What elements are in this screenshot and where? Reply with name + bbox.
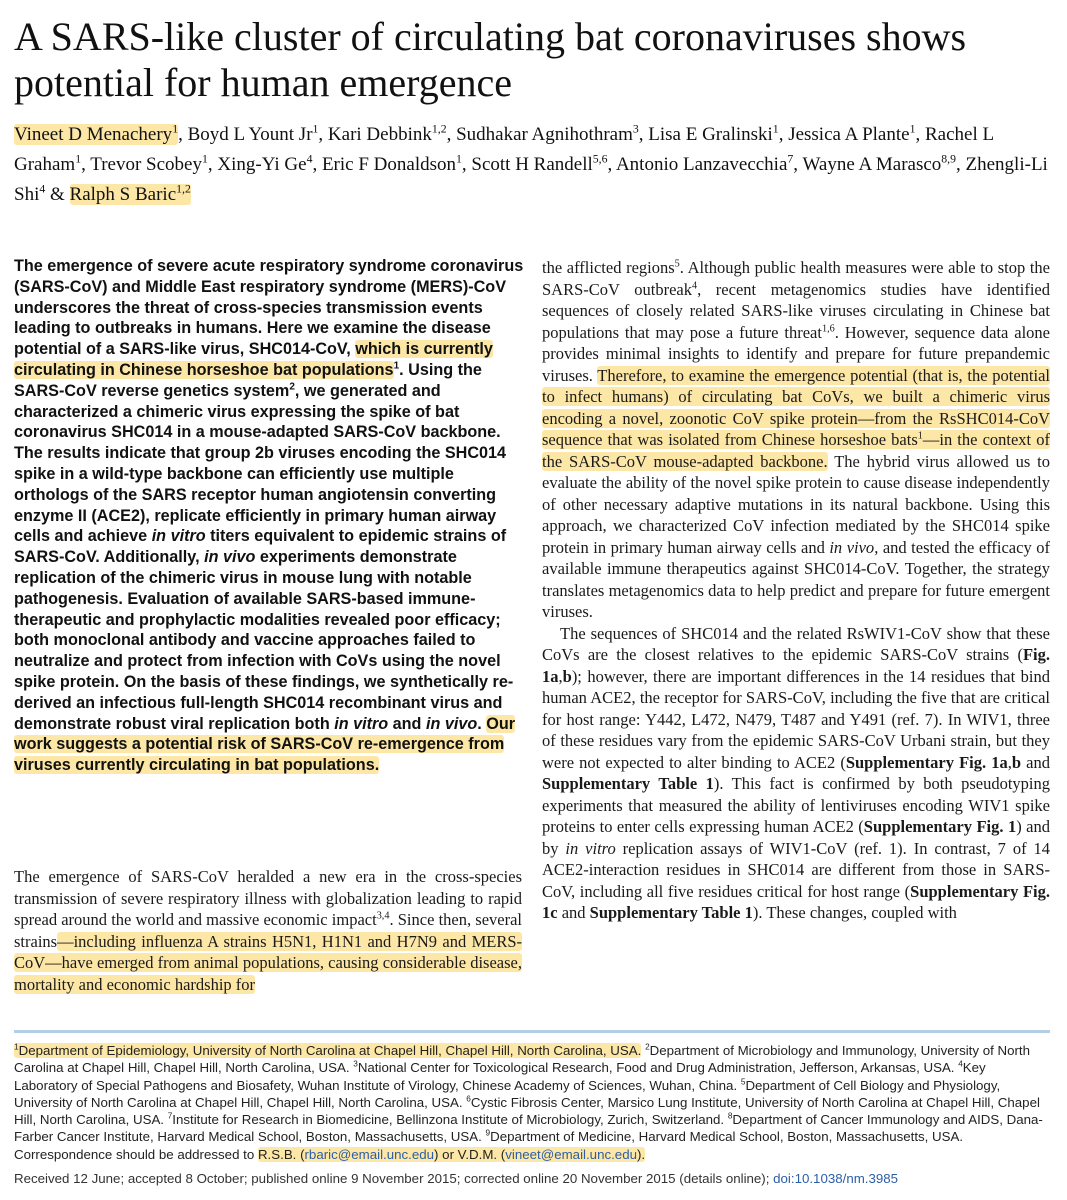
body-paragraph: the afflicted regions$^5$. Although public health measures were able to stop the SARS-CoV outbreak$^4$, recent metagenomics studies have identified sequences of closely related SARS-like viruses circulating in Chinese bat populations that may pose a future threat$^{1,6}$. However, sequence data alone provides minimal insights to identify and prepare for future prepandemic viruses. Therefore, to examine the emergence potential (that is, the potential to infect humans) of circulating bat CoVs, we built a chimeric virus encoding a novel, zoonotic CoV spike protein—from the RsSHC014-CoV sequence that was isolated from Chinese horseshoe bats$^1$—in the context of the SARS-CoV mouse-adapted backbone. The hybrid virus allowed us to evaluate the ability of the novel spike protein to cause disease independently of other necessary adaptive mutations in its natural backbone. Using this approach, we characterized CoV infection mediated by the SHC014 spike protein in primary human airway cells and in vivo, and tested the efficacy of available immune therapeutics against SHC014-CoV. Together, the strategy translates metagenomics data to help predict and prepare for future emergent viruses.: [542, 258, 1050, 621]
intro-paragraph: The emergence of SARS-CoV heralded a new era in the cross-species transmission of severe respiratory illness with globalization leading to rapid spread around the world and massive economic impact$^{3,4}$. Since then, several strains—including influenza A strains H5N1, H1N1 and H7N9 and MERS-CoV—have emerged from animal populations, causing considerable disease, mortality and economic hardship for: [14, 867, 522, 994]
author-name: Wayne A Marasco$^{8,9}$: [802, 152, 957, 175]
author-name: Xing-Yi Ge$^4$: [217, 152, 313, 175]
email-link[interactable]: vineet@email.unc.edu: [505, 1146, 637, 1162]
author-name: Antonio Lanzavecchia$^7$: [615, 152, 794, 175]
highlighted-text: $^1$Department of Epidemiology, University of North Carolina at Chapel Hill, Chapel Hill, North Carolina, USA.: [14, 1042, 642, 1058]
abstract: The emergence of severe acute respiratory syndrome coronavirus (SARS-CoV) and Middle East respiratory syndrome (MERS)-CoV underscores the threat of cross-species transmission events leading to outbreaks in humans. Here we examine the disease potential of a SARS-like virus, SHC014-CoV, which is currently circulating in Chinese horseshoe bat populations$^1$. Using the SARS-CoV reverse genetics system$^2$, we generated and characterized a chimeric virus expressing the spike of bat coronavirus SHC014 in a mouse-adapted SARS-CoV backbone. The results indicate that group 2b viruses encoding the SHC014 spike in a wild-type backbone can efficiently use multiple orthologs of the SARS receptor human angiotensin converting enzyme II (ACE2), replicate efficiently in primary human airway cells and achieve in vitro titers equivalent to epidemic strains of SARS-CoV. Additionally, in vivo experiments demonstrate replication of the chimeric virus in mouse lung with notable pathogenesis. Evaluation of available SARS-based immune-therapeutic and prophylactic modalities revealed poor efficacy; both monoclonal antibody and vaccine approaches failed to neutralize and protect from infection with CoVs using the novel spike protein. On the basis of these findings, we synthetically re-derived an infectious full-length SHC014 recombinant virus and demonstrate robust viral replication both in vitro and in vivo. Our work suggests a potential risk of SARS-CoV re-emergence from viruses currently circulating in bat populations.: [14, 257, 524, 775]
article-title: A SARS-like cluster of circulating bat coronaviruses shows potential for human emergence: [14, 14, 967, 105]
author-name: Sudhakar Agnihothram$^3$: [456, 122, 639, 145]
table-ref[interactable]: Supplementary Table 1: [542, 774, 714, 793]
right-column: [542, 257, 1050, 924]
author-list: Vineet D Menachery$^1$, Boyd L Yount Jr$^1$, Kari Debbink$^{1,2}$, Sudhakar Agnihothram$^3$, Lisa E Gralinski$^1$, Jessica A Plante$^1$, Rachel L Graham$^1$, Trevor Scobey$^1$, Xing-Yi Ge$^4$, Eric F Donaldson$^1$, Scott H Randell$^{5,6}$, Antonio Lanzavecchia$^7$, Wayne A Marasco$^{8,9}$, Zhengli-Li Shi$^4$ & Ralph S Baric$^{1,2}$: [14, 122, 1048, 205]
affiliations: $^1$Department of Epidemiology, University of North Carolina at Chapel Hill, Chapel Hill, North Carolina, USA. $^2$Department of Microbiology and Immunology, University of North Carolina at Chapel Hill, Chapel Hill, North Carolina, USA. $^3$National Center for Toxicological Research, Food and Drug Administration, Jefferson, Arkansas, USA. $^4$Key Laboratory of Special Pathogens and Biosafety, Wuhan Institute of Virology, Chinese Academy of Sciences, Wuhan, China. $^5$Department of Cell Biology and Physiology, University of North Carolina at Chapel Hill, Chapel Hill, North Carolina, USA. $^6$Cystic Fibrosis Center, Marsico Lung Institute, University of North Carolina at Chapel Hill, Chapel Hill, North Carolina, USA. $^7$Institute for Research in Biomedicine, Bellinzona Institute of Microbiology, Zurich, Switzerland. $^8$Department of Cancer Immunology and AIDS, Dana-Farber Cancer Institute, Harvard Medical School, Boston, Massachusetts, USA. $^9$Department of Medicine, Harvard Medical School, Boston, Massachusetts, USA. Correspondence should be addressed to R.S.B. (rbaric@email.unc.edu) or V.D.M. (vineet@email.unc.edu).: [14, 1042, 1043, 1162]
correspondence: R.S.B. (rbaric@email.unc.edu) or V.D.M. (vineet@email.unc.edu).: [257, 1146, 646, 1162]
author-name: Boyd L Yount Jr$^1$: [187, 122, 319, 145]
author-name: Trevor Scobey$^1$: [90, 152, 208, 175]
table-ref[interactable]: Supplementary Table 1: [589, 903, 753, 922]
author-name: Jessica A Plante$^1$: [788, 122, 916, 145]
figure-ref[interactable]: b: [1011, 752, 1022, 772]
highlighted-text: Therefore, to examine the emergence potential (that is, the potential to infect humans) of circulating bat CoVs, we built a chimeric virus encoding a novel, zoonotic CoV spike protein—from the RsSHC014-CoV sequence that was isolated from Chinese horseshoe bats$^1$—in the context of the SARS-CoV mouse-adapted backbone.: [542, 365, 1050, 471]
highlighted-text: Our work suggests a potential risk of SARS-CoV re-emergence from viruses currently circulating in bat populations.: [14, 714, 516, 775]
author-name: Lisa E Gralinski$^1$: [648, 122, 779, 145]
author-name: Rachel L Graham$^1$: [14, 124, 994, 175]
author-name: Zhengli-Li Shi$^4$: [14, 154, 1048, 205]
body-paragraph: The sequences of SHC014 and the related RsWIV1-CoV show that these CoVs are the closest relatives to the epidemic SARS-CoV strains (Fig. 1a,b); however, there are important differences in the 14 residues that bind human ACE2, the receptor for SARS-CoV, including the five that are critical for host range: Y442, L472, N479, T487 and Y491 (ref. 7). In WIV1, three of these residues vary from the epidemic SARS-CoV Urbani strain, but they were not expected to alter binding to ACE2 (Supplementary Fig. 1a,b and Supplementary Table 1). This fact is confirmed by both pseudotyping experiments that measured the ability of lentiviruses encoding WIV1 spike proteins to enter cells expressing human ACE2 (Supplementary Fig. 1) and by in vitro replication assays of WIV1-CoV (ref. 1). In contrast, 7 of 14 ACE2-interaction residues in SHC014 are different from those in SARS-CoV, including all five residues critical for host range (Supplementary Fig. 1c and Supplementary Table 1). These changes, coupled with: [542, 623, 1051, 922]
figure-ref[interactable]: Supplementary Fig. 1c: [542, 881, 1051, 922]
figure-ref[interactable]: Supplementary Fig. 1a: [845, 752, 1008, 772]
author-name: Vineet D Menachery$^1$: [14, 122, 179, 145]
figure-ref[interactable]: b: [562, 666, 572, 686]
author-name: Scott H Randell$^{5,6}$: [471, 152, 608, 175]
highlighted-text: —including influenza A strains H5N1, H1N1 and H7N9 and MERS-CoV—have emerged from animal populations, causing considerable disease, mortality and economic hardship for: [14, 931, 522, 994]
highlighted-text: which is currently circulating in Chinese horseshoe bat populations: [14, 340, 493, 379]
figure-ref[interactable]: Fig. 1a: [542, 645, 1050, 686]
doi-link[interactable]: doi:10.1038/nm.3985: [773, 1171, 899, 1186]
author-name: Eric F Donaldson$^1$: [321, 152, 462, 175]
author-name: Kari Debbink$^{1,2}$: [327, 122, 447, 145]
figure-ref[interactable]: Supplementary Fig. 1: [863, 817, 1017, 836]
email-link[interactable]: rbaric@email.unc.edu: [304, 1146, 435, 1162]
publication-history: Received 12 June; accepted 8 October; published online 9 November 2015; corrected online 20 November 2015 (details online); doi:10.1038/nm.3985: [14, 1171, 899, 1186]
footnote-divider: [14, 1030, 1050, 1033]
author-name: Ralph S Baric$^{1,2}$: [69, 182, 191, 205]
